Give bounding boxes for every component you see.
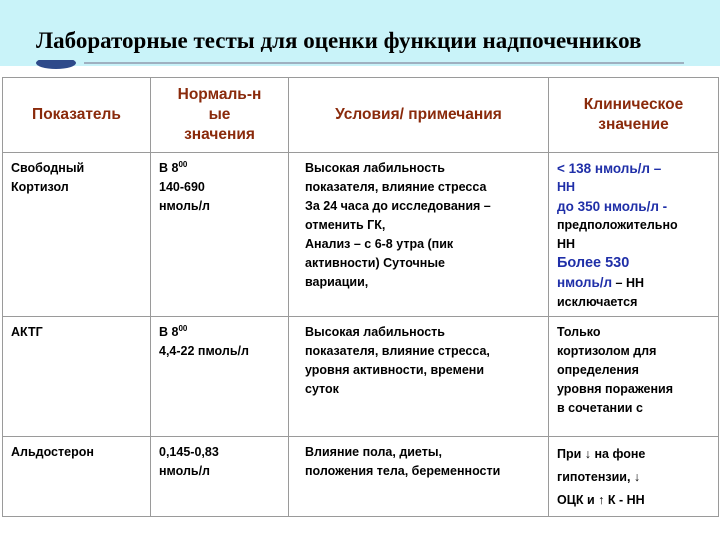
cell-indicator: Свободный Кортизол	[3, 153, 151, 317]
decor-line	[84, 62, 684, 64]
cell-indicator: Альдостерон	[3, 437, 151, 517]
cell-clinical: < 138 нмоль/л – НН до 350 нмоль/л - предположительно НН Более 530 нмоль/л – НН исключается	[549, 153, 719, 317]
cell-norm: В $8^{00}$ 4,4-22 пмоль/л	[151, 317, 289, 437]
header-indicator: Показатель	[3, 78, 151, 153]
cell-conditions: Высокая лабильность показателя, влияние стресса, уровня активности, времени суток	[289, 317, 549, 437]
title-decoration	[0, 60, 720, 72]
table-header-row	[3, 78, 719, 153]
page-title: Лабораторные тесты для оценки функции надпочечников	[36, 28, 642, 53]
cell-norm: 0,145-0,83 нмоль/л	[151, 437, 289, 517]
cell-clinical: Только кортизолом для определения уровня поражения в сочетании с	[549, 317, 719, 437]
title-banner	[0, 0, 720, 66]
cell-clinical: При ↓ на фоне гипотензии, ↓ ОЦК и ↑ К - НН	[549, 437, 719, 517]
table-row	[3, 317, 719, 437]
cell-indicator: АКТГ	[3, 317, 151, 437]
table-row	[3, 437, 719, 517]
decor-swoosh-left	[36, 60, 76, 69]
table-row	[3, 153, 719, 317]
header-conditions: Условия/ примечания	[289, 78, 549, 153]
header-norm-values: Нормаль-н ые значения	[151, 78, 289, 153]
cell-conditions: Высокая лабильность показателя, влияние стресса За 24 часа до исследования – отменить ГК, Анализ – с 6-8 утра (пик активности) Суточные вариации,	[289, 153, 549, 317]
cell-conditions: Влияние пола, диеты, положения тела, беременности	[289, 437, 549, 517]
adrenal-tests-table	[2, 77, 719, 517]
cell-norm: В $8^{00}$ 140-690 нмоль/л	[151, 153, 289, 317]
header-clinical-value: Клиническое значение	[549, 78, 719, 153]
